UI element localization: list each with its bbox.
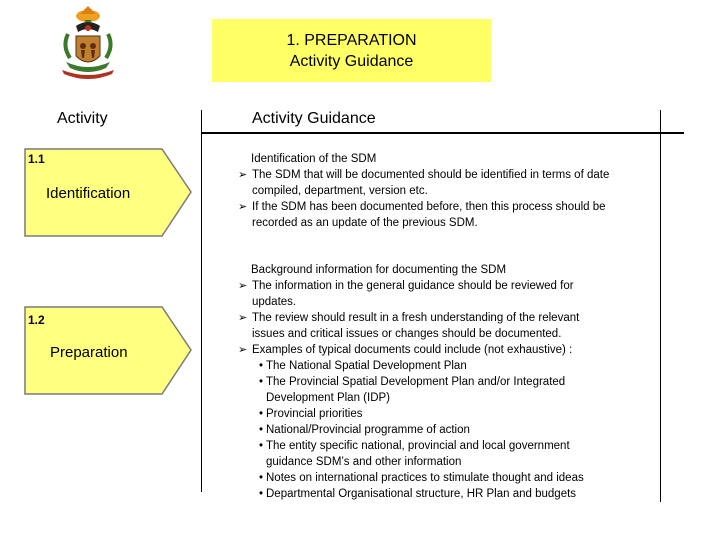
activity-arrow-1-1: [24, 148, 194, 238]
coat-of-arms-logo: [48, 6, 128, 86]
guidance-block-identification: [238, 151, 610, 231]
header-underline: [201, 132, 684, 134]
guidance-column-header: Activity Guidance: [252, 110, 376, 127]
guidance-bullet: ➢ If the SDM has been documented before, then this process should be recorded as an update of the previous SDM.: [238, 199, 610, 231]
guidance-sub-item: • The National Spatial Development Plan: [238, 358, 610, 374]
guidance-sub-item: • The Provincial Spatial Development Plan and/or Integrated Development Plan (IDP): [238, 374, 610, 406]
guidance-bullet: ➢ The SDM that will be documented should be identified in terms of date compiled, department, version etc.: [238, 167, 610, 199]
title-line-1: 1. PREPARATION: [286, 31, 417, 49]
guidance-sub-item: • Departmental Organisational structure, HR Plan and budgets: [238, 486, 610, 502]
guidance-bullet: ➢ The review should result in a fresh understanding of the relevant issues and critical issues or changes should be documented.: [238, 310, 610, 342]
activity-name: Identification: [46, 185, 131, 202]
slide-title-box: [212, 19, 491, 82]
activity-column-header: Activity: [57, 110, 108, 127]
guidance-block-preparation: [238, 262, 610, 502]
column-divider-left: [201, 110, 202, 492]
guidance-heading: Background information for documenting the SDM: [251, 264, 507, 276]
guidance-sub-item: • National/Provincial programme of action: [238, 422, 610, 438]
activity-arrow-1-2: [24, 306, 194, 396]
guidance-bullet: ➢ Examples of typical documents could include (not exhaustive) :: [238, 342, 610, 358]
guidance-heading: Identification of the SDM: [251, 153, 377, 165]
guidance-bullet: ➢ The information in the general guidance should be reviewed for updates.: [238, 278, 610, 310]
guidance-sub-item: • Notes on international practices to stimulate thought and ideas: [238, 470, 610, 486]
title-line-2: Activity Guidance: [289, 52, 414, 70]
activity-name: Preparation: [50, 344, 128, 361]
guidance-sub-item: • The entity specific national, provincial and local government guidance SDM’s and other information: [238, 438, 610, 470]
activity-number: 1.1: [28, 152, 45, 166]
column-divider-right: [660, 110, 661, 502]
activity-number: 1.2: [28, 313, 45, 327]
guidance-sub-item: • Provincial priorities: [238, 406, 610, 422]
